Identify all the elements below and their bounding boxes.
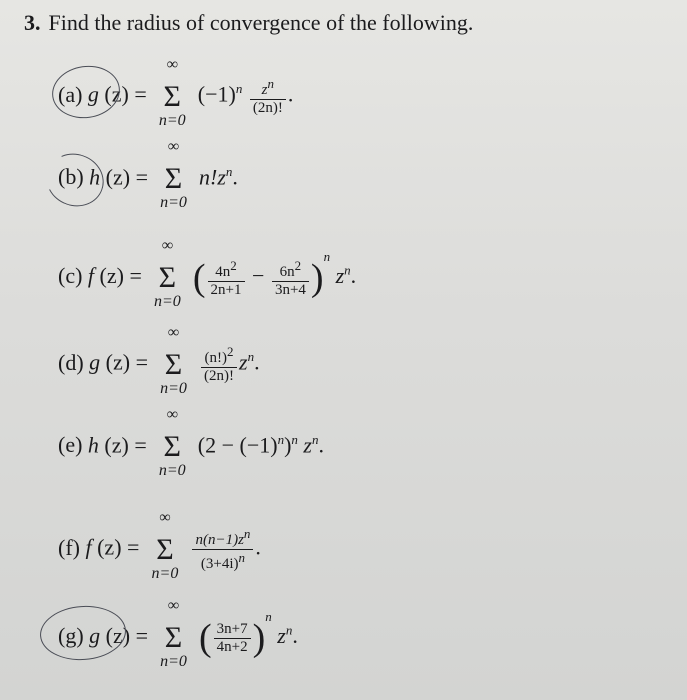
part-g-func: g xyxy=(89,623,101,649)
part-c-fraction-1: $\frac{4n^2}{2n+1}$ xyxy=(208,258,245,299)
part-e-arg: (z) xyxy=(104,432,129,458)
part-e: (e) h (z) = ∞ Σ n=0 $(2 - (-1)^n)^n$ $z^n$. xyxy=(58,406,324,480)
part-e-label: (e) xyxy=(58,432,83,458)
part-g: (g) g (z) = ∞ Σ n=0 ( $\frac{3n+7}{4n+2}$ )$^n$ $z^n$. xyxy=(58,597,298,670)
part-g-arg: (z) xyxy=(105,623,131,649)
part-c: (c) f (z) = ∞ Σ n=0 ( $\frac{4n^2}{2n+1}$ − $\frac{6n^2}{3n+4}$ )$^n$ $z^n$. xyxy=(58,237,357,310)
part-f: (f) f (z) = ∞ Σ n=0 $\frac{n(n-1)z^n}{(3+4i)^n}$ . xyxy=(58,508,261,582)
problem-heading xyxy=(24,10,473,36)
problem-number: 3. xyxy=(24,10,41,35)
part-d: (d) g (z) = ∞ Σ n=0 $\frac{(n!)^2}{(2n)!}$ $z^n$. xyxy=(58,323,260,397)
part-e-term: (2 − (−1) xyxy=(197,432,278,458)
part-g-sum: ∞ Σ n=0 xyxy=(160,597,187,670)
part-b: (b) h (z) = ∞ Σ n=0 $n!z^n$. xyxy=(58,138,238,212)
part-c-label: (c) xyxy=(58,263,83,289)
part-g-label: (g) xyxy=(58,623,84,649)
part-b-sum: ∞ Σ n=0 xyxy=(160,138,187,212)
part-e-sum: ∞ Σ n=0 xyxy=(158,406,186,480)
part-d-arg: (z) xyxy=(105,349,131,375)
part-g-fraction: $\frac{3n+7}{4n+2}$ xyxy=(214,621,251,656)
part-a-arg: (z) xyxy=(104,81,129,107)
part-d-label: (d) xyxy=(58,349,84,375)
part-b-term: n!z xyxy=(199,164,226,190)
part-a-sum: ∞ Σ n=0 xyxy=(158,55,186,129)
part-b-label: (b) xyxy=(58,164,84,190)
part-c-sum: ∞ Σ n=0 xyxy=(153,237,181,310)
part-f-label: (f) xyxy=(58,534,80,560)
part-c-arg: (z) xyxy=(99,263,124,289)
part-a-func: g xyxy=(87,81,99,107)
part-f-fraction: $\frac{n(n-1)z^n}{(3+4i)^n}$ xyxy=(192,526,253,573)
part-c-fraction-2: $\frac{6n^2}{3n+4}$ xyxy=(272,258,309,299)
part-a-label: (a) xyxy=(58,81,83,107)
part-f-arg: (z) xyxy=(97,534,122,560)
problem-prompt: Find the radius of convergence of the following. xyxy=(48,10,474,35)
part-d-fraction: $\frac{(n!)^2}{(2n)!}$ xyxy=(201,344,237,385)
part-e-func: h xyxy=(87,432,99,458)
part-d-sum: ∞ Σ n=0 xyxy=(160,323,187,397)
part-f-func: f xyxy=(85,534,92,560)
part-f-sum: ∞ Σ n=0 xyxy=(151,508,179,582)
part-b-arg: (z) xyxy=(105,164,131,190)
part-a-sign: (−1) xyxy=(197,81,236,107)
part-a-fraction: $\frac{z^n}{(2n)!}$ xyxy=(250,76,286,117)
part-b-func: h xyxy=(89,164,101,190)
bleed-through-text xyxy=(120,52,124,72)
part-a: (a) g (z) = ∞ Σ n=0 $(-1)^n$ $\frac{z^n}{(2n)!}$ . xyxy=(58,55,294,129)
part-c-func: f xyxy=(87,263,95,289)
part-d-func: g xyxy=(89,349,101,375)
